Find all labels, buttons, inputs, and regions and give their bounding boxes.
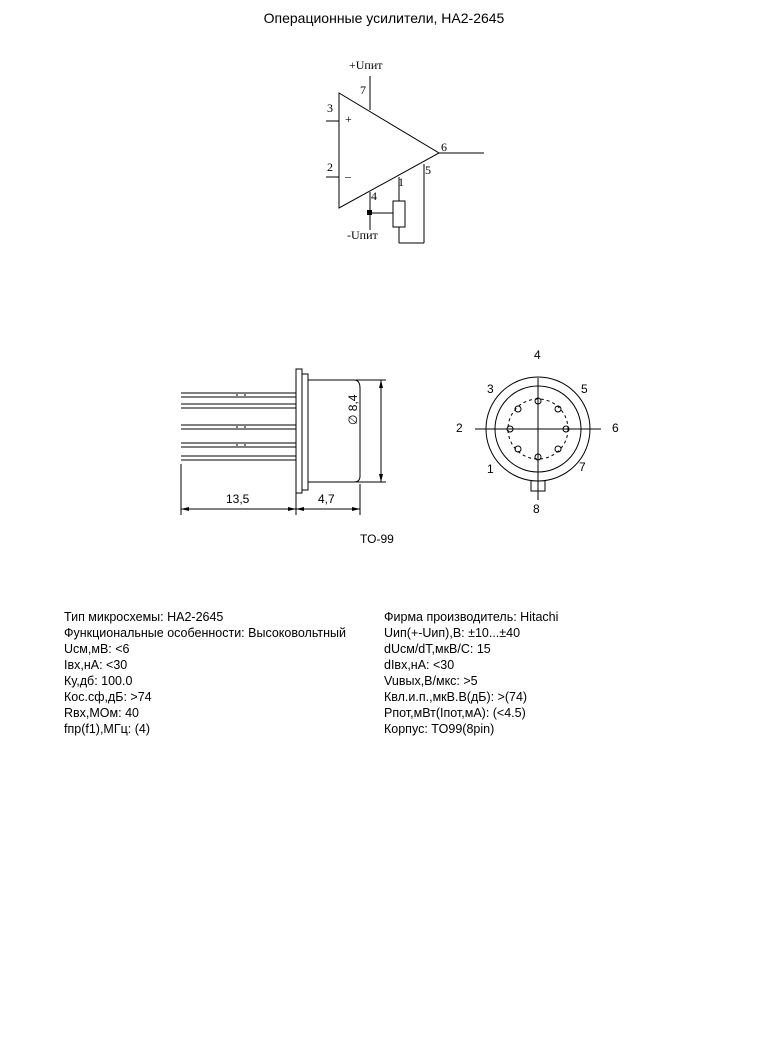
top-pin5-label: 5 xyxy=(581,382,588,396)
spec-right-item: dIвх,нА: <30 xyxy=(384,658,455,672)
spec-left-item: Кос.сф,дБ: >74 xyxy=(64,690,152,704)
top-pin7-label: 7 xyxy=(579,460,586,474)
spec-right-item: Квл.и.п.,мкВ.В(дБ): >(74) xyxy=(384,690,528,704)
top-pin2-label: 2 xyxy=(456,421,463,435)
spec-left-item: Ку,дб: 100.0 xyxy=(64,674,133,688)
spec-right-item: Рпот,мВт(Iпот,мА): (<4.5) xyxy=(384,706,526,720)
spec-left-item: Ucм,мВ: <6 xyxy=(64,642,130,656)
supply-pos-label: +Uпит xyxy=(349,58,383,72)
package-label: TO-99 xyxy=(360,532,394,546)
top-pin8-label: 8 xyxy=(533,502,540,516)
spec-left-item: Функциональные особенности: Высоковольтный xyxy=(64,626,346,640)
trim-resistor xyxy=(393,201,405,227)
pin3-label: 3 xyxy=(327,101,333,115)
pin2-label: 2 xyxy=(327,160,333,174)
top-pin4-label: 4 xyxy=(534,348,541,362)
spec-left-item: Iвх,нА: <30 xyxy=(64,658,128,672)
spec-left-item: fпр(f1),МГц: (4) xyxy=(64,722,150,736)
spec-right-item: Vuвых,В/мкс: >5 xyxy=(384,674,478,688)
dim-length-label: 13,5 xyxy=(226,492,250,506)
spec-left-item: Тип микросхемы: НА2-2645 xyxy=(64,610,224,624)
page-title: Операционные усилители, НА2-2645 xyxy=(263,10,505,26)
pin6-label: 6 xyxy=(441,140,447,154)
dim-body-label: 4,7 xyxy=(318,492,335,506)
spec-right-item: Фирма производитель: Hitachi xyxy=(384,610,559,624)
pin1-label: 1 xyxy=(398,175,404,189)
spec-left-item: Rвх,МОм: 40 xyxy=(64,706,139,720)
pin7-label: 7 xyxy=(360,83,366,97)
spec-right-item: dUсм/dT,мкВ/С: 15 xyxy=(384,642,491,656)
top-pin6-label: 6 xyxy=(612,421,619,435)
pin5-label: 5 xyxy=(425,163,431,177)
minus-sign: – xyxy=(345,169,351,183)
plus-sign: + xyxy=(345,112,352,126)
package-side-view xyxy=(181,369,386,515)
top-pin3-label: 3 xyxy=(487,382,494,396)
specs-left xyxy=(64,609,346,737)
spec-right-item: Uип(+-Uип),В: ±10...±40 xyxy=(384,626,521,640)
pin4-label: 4 xyxy=(371,189,377,203)
top-pin1-label: 1 xyxy=(487,462,494,476)
spec-right-item: Корпус: TO99(8pin) xyxy=(384,722,495,736)
dim-diameter-label: ∅ 8,4 xyxy=(346,394,360,425)
specs-right xyxy=(384,609,558,737)
supply-neg-label: -Uпит xyxy=(347,228,378,242)
